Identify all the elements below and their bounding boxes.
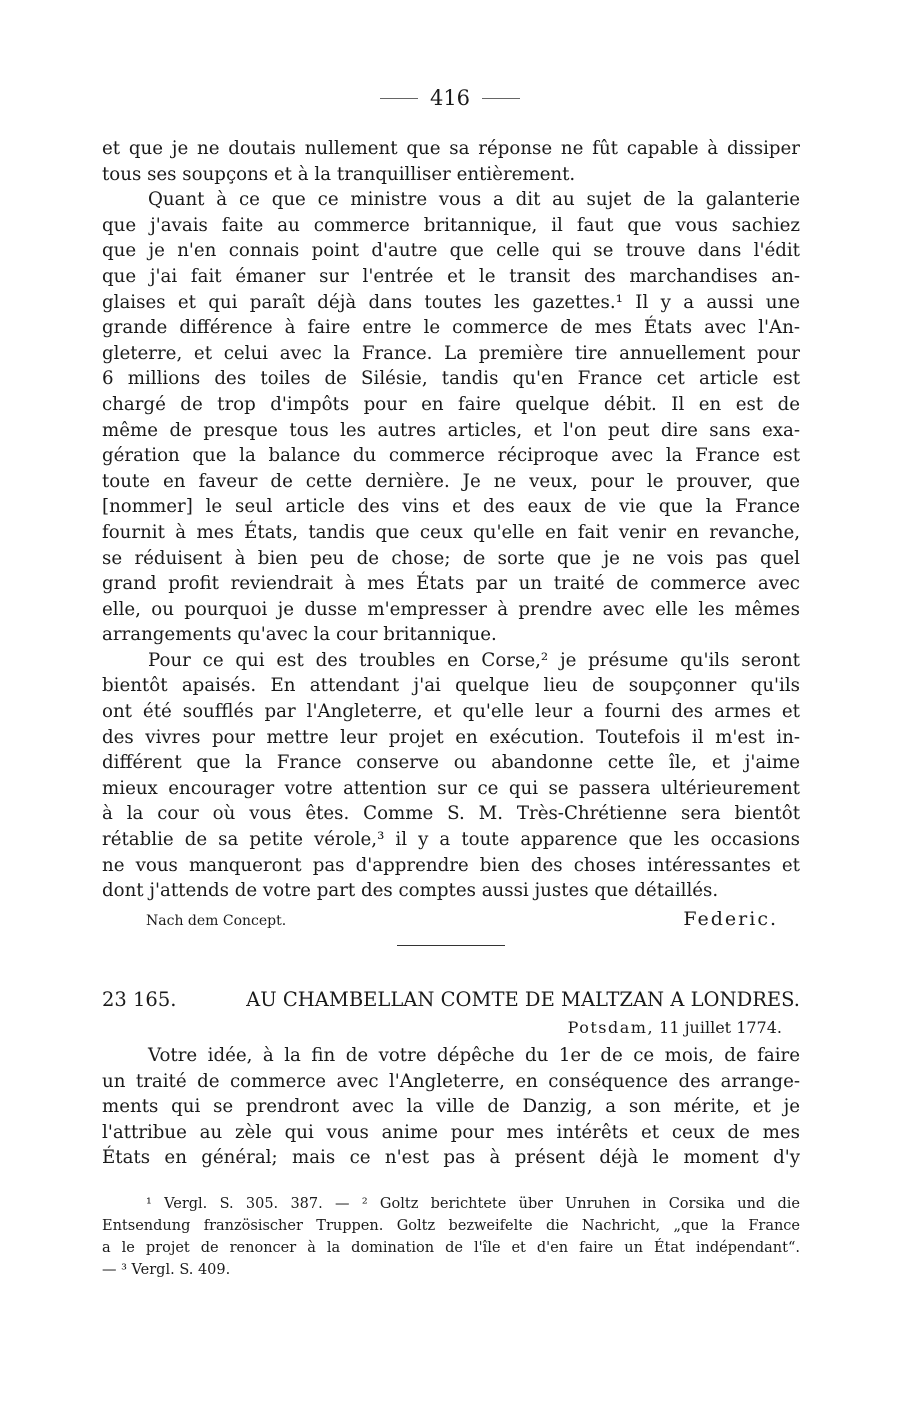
- source-note: Nach dem Concept.: [146, 913, 287, 929]
- text-line: grand profit reviendrait à mes États par un traité de commerce avec: [102, 573, 800, 595]
- footnote-line: — ³ Vergl. S. 409.: [102, 1262, 231, 1278]
- text-line: 6 millions des toiles de Silésie, tandis qu'en France cet article est: [102, 368, 800, 390]
- text-line: l'attribue au zèle qui vous anime pour mes intérêts et ceux de mes: [102, 1121, 800, 1143]
- text-line: chargé de trop d'impôts pour en faire quelque débit. Il en est de: [102, 393, 800, 415]
- page-number: 416: [429, 86, 471, 110]
- text-line: un traité de commerce avec l'Angleterre, en conséquence des arrange-: [102, 1070, 800, 1092]
- signature: Federic.: [683, 908, 778, 930]
- footnote-line: a le projet de renoncer à la domination de l'île et d'en faire un État indépendant“.: [102, 1240, 800, 1256]
- letter-1-body: [102, 136, 800, 904]
- text-line: rétablie de sa petite vérole,³ il y a toute apparence que les occasions: [102, 829, 800, 851]
- text-line: différent que la France conserve ou abandonne cette île, et j'aime: [102, 752, 800, 774]
- text-line: Pour ce qui est des troubles en Corse,² je présume qu'ils seront: [148, 649, 800, 671]
- text-line: fournit à mes États, tandis que ceux qu'elle en fait venir en revanche,: [102, 521, 800, 543]
- dateline: [568, 1018, 782, 1037]
- text-line: à la cour où vous êtes. Comme S. M. Très-Chrétienne sera bientôt: [102, 803, 800, 825]
- footnote-line: Entsendung französischer Truppen. Goltz bezweifelte die Nachricht, „que la France: [102, 1218, 800, 1234]
- text-line: elle, ou pourquoi je dusse m'empresser à prendre avec elle les mêmes: [102, 598, 800, 620]
- text-line: que je n'en connais point d'autre que celle qui se trouve dans l'édit: [102, 240, 800, 262]
- footnotes: [102, 1193, 800, 1281]
- text-line: glaises et qui paraît déjà dans toutes les gazettes.¹ Il y a aussi une: [102, 291, 800, 313]
- page-header: [0, 86, 900, 110]
- text-line: même de presque tous les autres articles, et l'on peut dire sans exa-: [102, 419, 800, 441]
- text-line: [nommer] le seul article des vins et des eaux de vie que la France: [102, 496, 800, 518]
- text-line: toute en faveur de cette dernière. Je ne veux, pour le prouver, que: [102, 470, 800, 492]
- text-line: ont été soufflés par l'Angleterre, et qu'elle leur a fourni des armes et: [102, 701, 800, 723]
- text-line: tous ses soupçons et à la tranquilliser entièrement.: [102, 163, 576, 185]
- text-line: gération que la balance du commerce réciproque avec la France est: [102, 445, 800, 467]
- section-divider: [397, 945, 505, 946]
- text-line: que j'avais faite au commerce britannique, il faut que vous sachiez: [102, 214, 800, 236]
- dateline-date: 11 juillet 1774.: [659, 1018, 782, 1037]
- letter-number: 23 165.: [102, 988, 177, 1011]
- signoff: [146, 908, 778, 930]
- header-dash-right: [482, 98, 520, 99]
- text-line: que j'ai fait émaner sur l'entrée et le transit des marchandises an-: [102, 265, 800, 287]
- letter-2-body: [102, 1043, 800, 1171]
- footnote-line: ¹ Vergl. S. 305. 387. — ² Goltz berichtete über Unruhen in Corsika und die: [146, 1196, 800, 1212]
- text-line: gleterre, et celui avec la France. La première tire annuellement pour: [102, 342, 800, 364]
- header-dash-left: [380, 98, 418, 99]
- text-line: mieux encourager votre attention sur ce qui se passera ultérieurement: [102, 777, 800, 799]
- text-line: Votre idée, à la fin de votre dépêche du 1er de ce mois, de faire: [148, 1045, 800, 1066]
- text-line: des vivres pour mettre leur projet en exécution. Toutefois il m'est in-: [102, 726, 800, 748]
- text-line: arrangements qu'avec la cour britannique.: [102, 624, 497, 646]
- text-line: États en général; mais ce n'est pas à présent déjà le moment d'y: [102, 1147, 800, 1169]
- text-line: ments qui se prendront avec la ville de Danzig, a son mérite, et je: [102, 1096, 800, 1118]
- dateline-place: Potsdam,: [567, 1018, 655, 1037]
- text-line: dont j'attends de votre part des comptes aussi justes que détaillés.: [102, 880, 719, 902]
- text-line: se réduisent à bien peu de chose; de sorte que je ne vois pas quel: [102, 547, 800, 569]
- text-line: Quant à ce que ce ministre vous a dit au sujet de la galanterie: [148, 189, 800, 211]
- letter-2-heading: [102, 988, 800, 1011]
- text-line: ne vous manqueront pas d'apprendre bien des choses intéressantes et: [102, 854, 800, 876]
- letter-title: AU CHAMBELLAN COMTE DE MALTZAN A LONDRES.: [246, 988, 800, 1011]
- text-line: grande différence à faire entre le commerce de mes États avec l'An-: [102, 317, 800, 339]
- text-line: et que je ne doutais nullement que sa réponse ne fût capable à dissiper: [102, 138, 800, 159]
- text-line: bientôt apaisés. En attendant j'ai quelque lieu de soupçonner qu'ils: [102, 675, 800, 697]
